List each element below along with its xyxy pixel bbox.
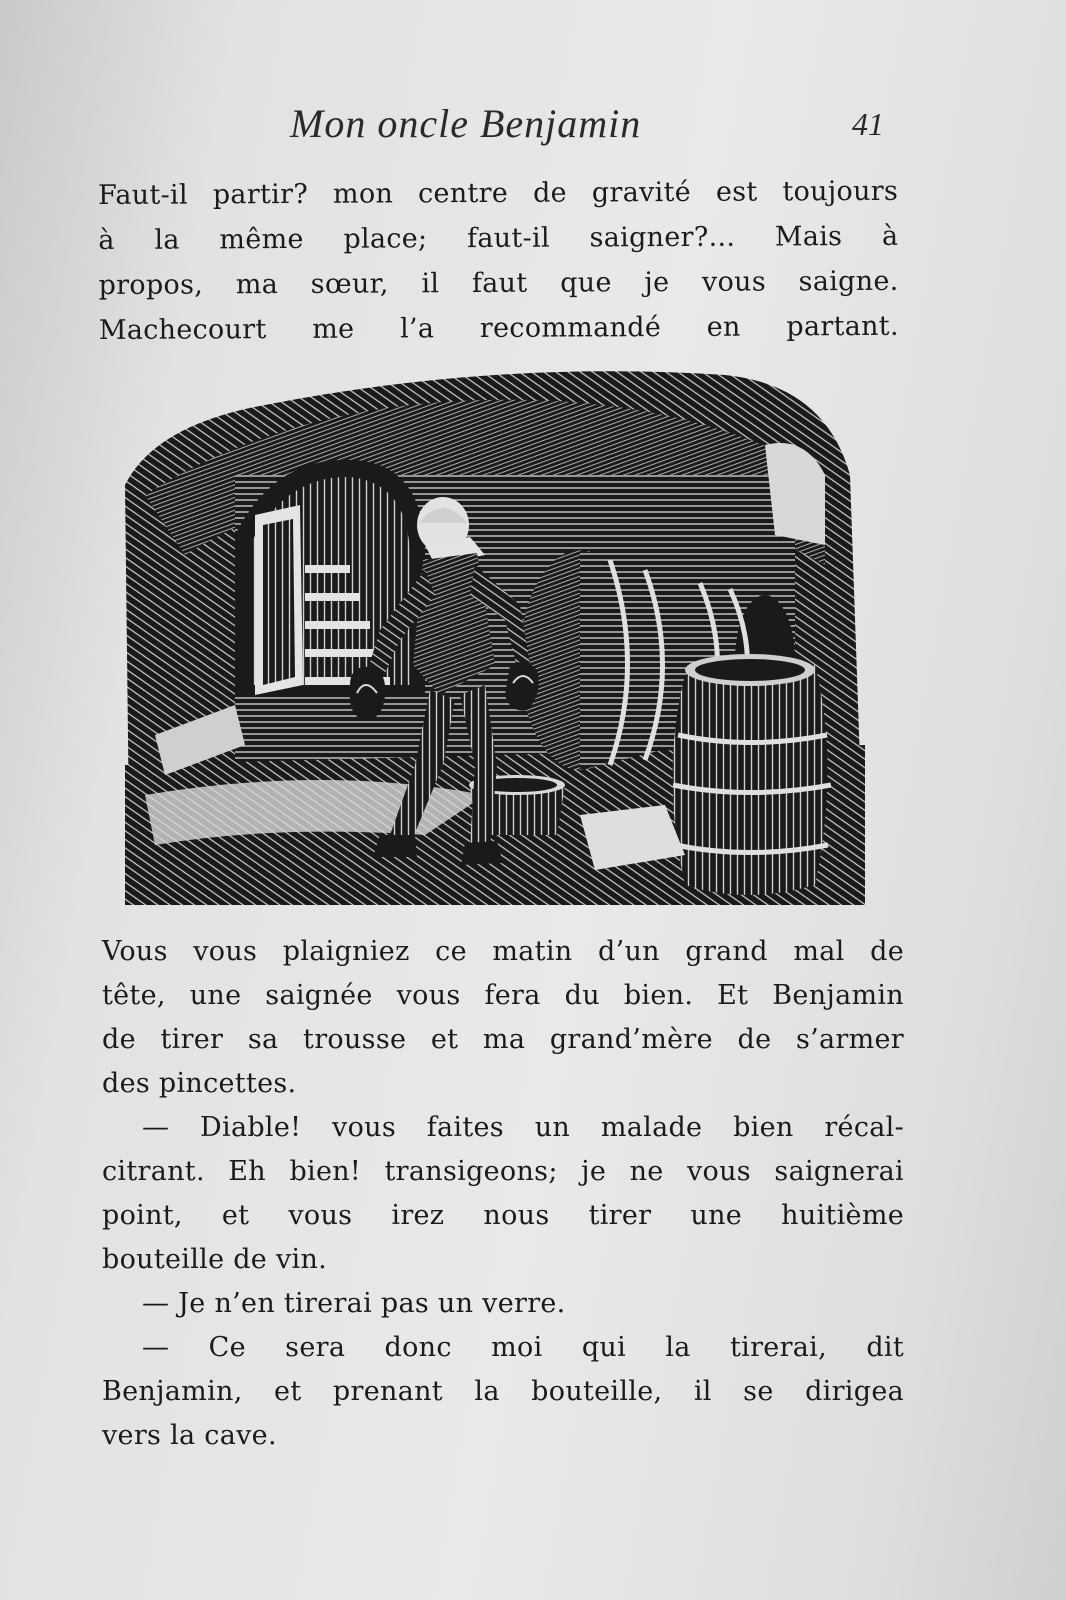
cellar-illustration xyxy=(125,365,865,905)
text-line: Faut-il partir? mon centre de gravité est toujours xyxy=(98,175,899,211)
dialogue-line: — Je n’en tirerai pas un verre. xyxy=(142,1288,566,1319)
dialogue-line: — Diable! vous faites un malade bien récal- xyxy=(142,1112,904,1143)
dialogue-line: point, et vous irez nous tirer une huitième xyxy=(102,1200,904,1231)
dialogue-line: citrant. Eh bien! transigeons; je ne vous saignerai xyxy=(102,1156,904,1187)
dialogue-line: — Ce sera donc moi qui la tirerai, dit xyxy=(142,1332,904,1363)
body-text xyxy=(102,930,904,1458)
text-line: tête, une saignée vous fera du bien. Et Benjamin xyxy=(102,980,904,1011)
paragraph-top xyxy=(98,169,899,353)
text-line: Machecourt me l’a recommandé en partant. xyxy=(98,310,899,346)
text-line: à la même place; faut-il saigner?... Mais à xyxy=(98,220,899,256)
dialogue-line: vers la cave. xyxy=(102,1420,277,1451)
dialogue-line: Benjamin, et prenant la bouteille, il se dirigea xyxy=(102,1376,904,1407)
dialogue-line: bouteille de vin. xyxy=(102,1244,328,1275)
text-line: Vous vous plaigniez ce matin d’un grand mal de xyxy=(102,936,904,967)
page-number: 41 xyxy=(852,106,884,142)
text-line: de tirer sa trousse et ma grand’mère de s’armer xyxy=(102,1024,904,1055)
text-line: des pincettes. xyxy=(102,1068,297,1099)
running-title: Mon oncle Benjamin xyxy=(290,101,642,146)
text-line: propos, ma sœur, il faut que je vous saigne. xyxy=(98,265,899,301)
